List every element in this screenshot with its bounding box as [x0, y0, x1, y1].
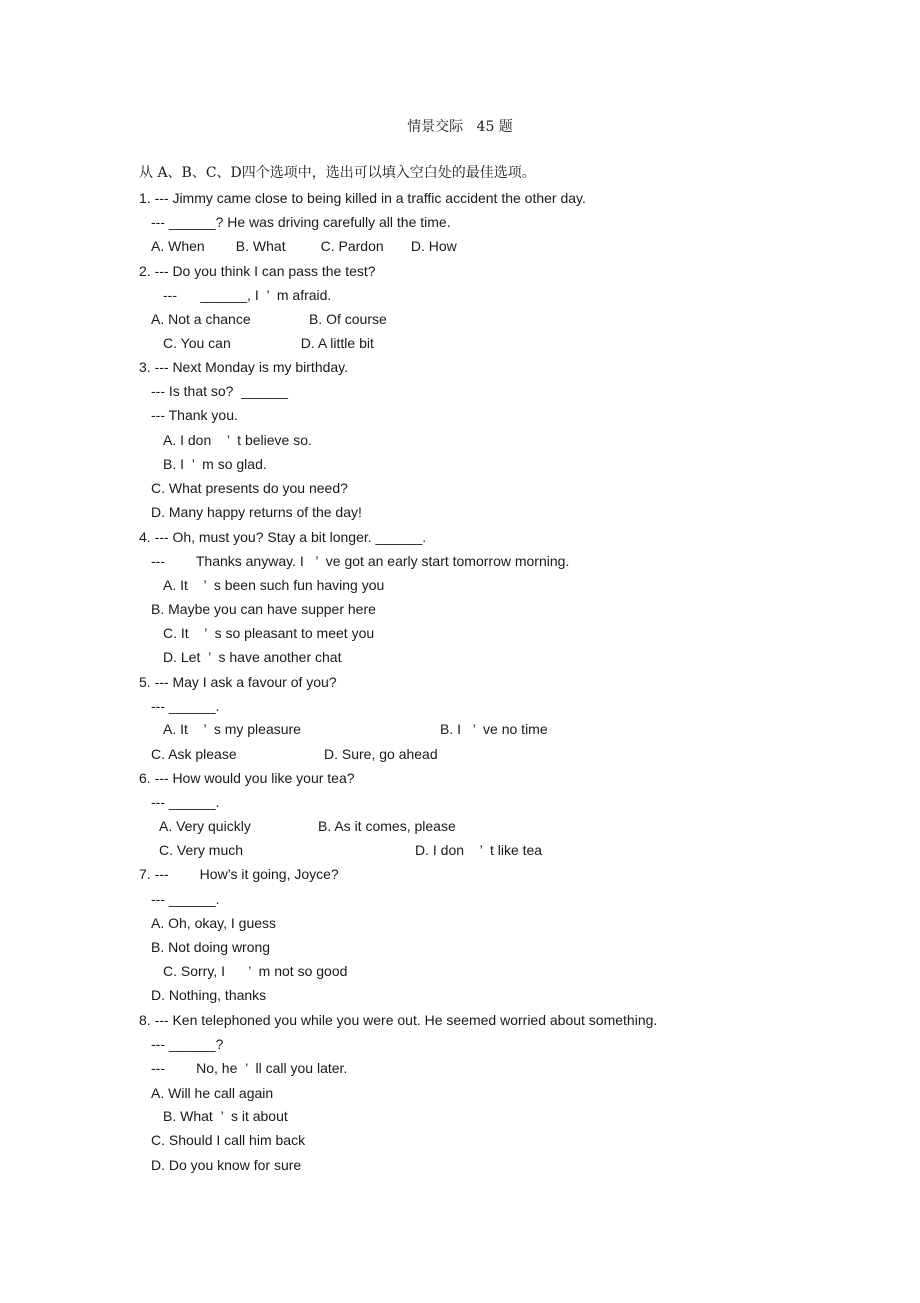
question-3-response: --- Is that so? ______: [151, 383, 288, 399]
question-6-stem: 6. --- How would you like your tea?: [139, 770, 355, 786]
question-5-option-b: B. I ’ ve no time: [440, 721, 548, 737]
question-8-stem: 8. --- Ken telephoned you while you were out. He seemed worried about something.: [139, 1012, 658, 1028]
question-6-option-c: C. Very much: [159, 842, 244, 858]
question-6-option-a: A. Very quickly: [159, 818, 251, 834]
question-3-option-a: A. I don ’ t believe so.: [163, 432, 312, 448]
question-6-option-b: B. As it comes, please: [318, 818, 456, 834]
question-4-option-d: D. Let ’ s have another chat: [163, 649, 342, 665]
question-8-option-b: B. What ’ s it about: [163, 1108, 288, 1124]
question-4-option-c: C. It ’ s so pleasant to meet you: [163, 625, 375, 641]
question-3-stem: 3. --- Next Monday is my birthday.: [139, 359, 349, 375]
question-3-option-b: B. I ’ m so glad.: [163, 456, 267, 472]
question-7-option-d: D. Nothing, thanks: [151, 987, 267, 1003]
question-8-option-c: C. Should I call him back: [151, 1132, 306, 1148]
question-1-stem: 1. --- Jimmy came close to being killed in a traffic accident the other day.: [139, 190, 586, 206]
question-4-option-b: B. Maybe you can have supper here: [151, 601, 376, 617]
question-7-stem: 7. --- How’s it going, Joyce?: [139, 866, 339, 882]
question-2-response: --- ______, I ’ m afraid.: [163, 287, 332, 303]
page-title: 情景交际 45 题: [407, 119, 513, 135]
question-4-stem: 4. --- Oh, must you? Stay a bit longer. ______.: [139, 529, 427, 545]
question-3-reply: --- Thank you.: [151, 407, 238, 423]
question-7-option-c: C. Sorry, I ’ m not so good: [163, 963, 348, 979]
question-1-options: A. When B. What C. Pardon D. How: [151, 238, 457, 254]
question-7-option-b: B. Not doing wrong: [151, 939, 271, 955]
question-2-options-ab: A. Not a chance B. Of course: [151, 311, 387, 327]
question-7-option-a: A. Oh, okay, I guess: [151, 915, 277, 931]
question-1-response: --- ______? He was driving carefully all the time.: [151, 214, 451, 230]
question-5-stem: 5. --- May I ask a favour of you?: [139, 674, 337, 690]
question-8-option-d: D. Do you know for sure: [151, 1157, 302, 1173]
question-4-response: --- Thanks anyway. I ’ ve got an early start tomorrow morning.: [151, 553, 570, 569]
question-3-option-d: D. Many happy returns of the day!: [151, 504, 362, 520]
question-7-response: --- ______.: [151, 891, 220, 907]
question-8-reply: --- No, he ’ ll call you later.: [151, 1060, 348, 1076]
question-6-response: --- ______.: [151, 794, 220, 810]
question-5-option-c: C. Ask please: [151, 746, 237, 762]
instruction: 从 A、B、C、D四个选项中，选出可以填入空白处的最佳选项。: [139, 165, 536, 181]
question-4-option-a: A. It ’ s been such fun having you: [163, 577, 385, 593]
question-5-option-a: A. It ’ s my pleasure: [163, 721, 301, 737]
question-5-option-d: D. Sure, go ahead: [324, 746, 438, 762]
question-2-stem: 2. --- Do you think I can pass the test?: [139, 263, 376, 279]
question-6-option-d: D. I don ’ t like tea: [415, 842, 543, 858]
question-5-response: --- ______.: [151, 698, 220, 714]
question-8-response: --- ______?: [151, 1036, 224, 1052]
question-3-option-c: C. What presents do you need?: [151, 480, 348, 496]
question-2-options-cd: C. You can D. A little bit: [163, 335, 374, 351]
question-8-option-a: A. Will he call again: [151, 1085, 274, 1101]
